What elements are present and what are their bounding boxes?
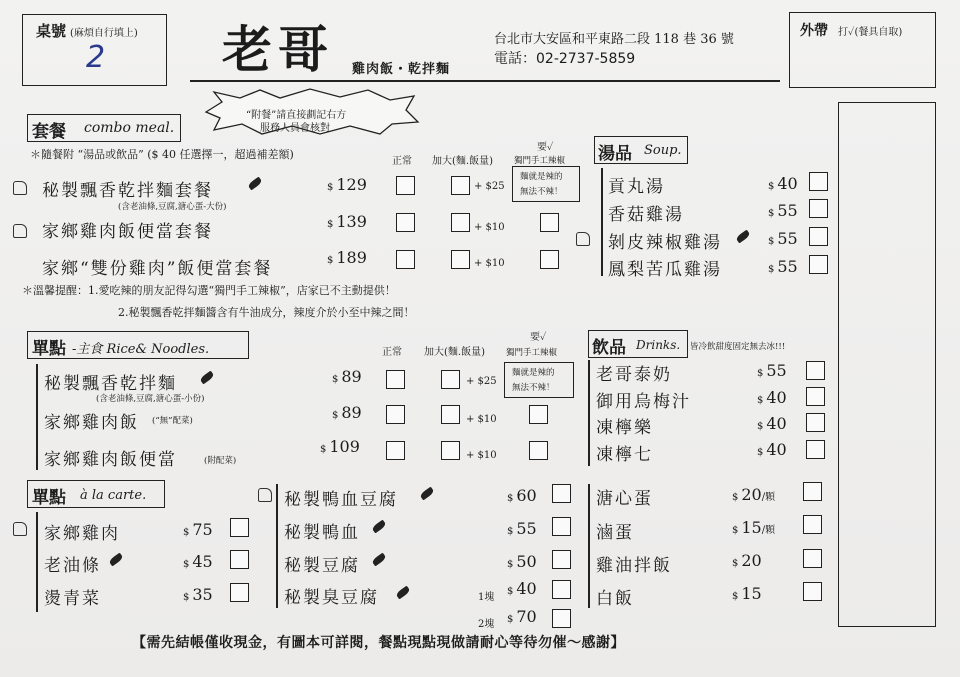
single-title: 單點: [32, 339, 66, 359]
drink-item-checkbox[interactable]: [806, 387, 825, 406]
soup-item-price: $ 55: [768, 201, 798, 220]
combo-item-extra: + $10: [474, 222, 505, 233]
combo-reminder-2: 2.秘製飄香乾拌麵醬含有牛油成分，辣度介於小至中辣之間！: [118, 306, 415, 319]
combo-item-regular-checkbox[interactable]: [396, 176, 415, 195]
thumbs-up-icon: [13, 181, 27, 195]
alacarte-item-price: $ 75: [183, 520, 213, 539]
alacarte-item-checkbox[interactable]: [803, 515, 822, 534]
table-number-value: 2: [86, 40, 106, 75]
combo-note-1: “附餐”請直接劃記右方: [246, 110, 347, 121]
single-item-name: 秘製飄香乾拌麵: [44, 374, 177, 394]
drink-item-price: $ 55: [757, 361, 787, 380]
alacarte-item-price: $ 45: [183, 552, 213, 571]
alacarte-item-price: $ 15: [732, 584, 762, 603]
alacarte-item-name: 溏心蛋: [596, 489, 653, 509]
single-item-regular-checkbox[interactable]: [386, 441, 405, 460]
thumbs-up-icon: [13, 224, 27, 238]
alacarte-item-name: 秘製豆腐: [284, 556, 360, 576]
single-col-chili-head: 要✓: [530, 332, 547, 343]
alacarte-item-checkbox[interactable]: [552, 550, 571, 569]
brand-subtitle: 雞肉飯・乾拌麵: [352, 62, 451, 77]
single-item-large-checkbox[interactable]: [441, 441, 460, 460]
single-item-price: $ 89: [332, 367, 362, 386]
soup-item-name: 貢丸湯: [608, 177, 665, 197]
alacarte-item-name: 白飯: [596, 589, 634, 609]
drink-item-price: $ 40: [757, 440, 787, 459]
soup-item-price: $ 55: [768, 257, 798, 276]
alacarte-item-checkbox[interactable]: [230, 550, 249, 569]
alacarte-item-price: $ 20/顆: [732, 485, 776, 504]
single-item-extra: + $10: [466, 450, 497, 461]
single-col-large: 加大(麵.飯量): [424, 347, 485, 358]
combo-title: 套餐: [32, 122, 66, 142]
single-chili-warn-2: 無法不辣！: [512, 383, 555, 393]
combo-item-price: $ 129: [327, 175, 367, 194]
footer-notice: 【需先結帳僅收現金，有圖本可詳閱，餐點現點現做請耐心等待勿催～感謝】: [132, 635, 625, 651]
combo-item-large-checkbox[interactable]: [451, 250, 470, 269]
combo-title-en: combo meal.: [84, 120, 175, 136]
single-item-large-checkbox[interactable]: [441, 405, 460, 424]
combo-item-extra: + $25: [474, 181, 505, 192]
single-item-price: $ 89: [332, 403, 362, 422]
alacarte-divider-1: [36, 512, 38, 612]
alacarte-item-checkbox[interactable]: [230, 518, 249, 537]
combo-item-name: 家鄉“雙份雞肉”飯便當套餐: [42, 259, 273, 279]
combo-item-sub: (含老油條,豆腐,溏心蛋-大份): [118, 202, 227, 212]
single-item-name: 家鄉雞肉飯: [44, 413, 139, 433]
alacarte-item-name: 老油條: [44, 556, 101, 576]
combo-item-name: 秘製飄香乾拌麵套餐: [42, 181, 213, 201]
drink-item-name: 凍檸樂: [596, 418, 653, 438]
alacarte-item-name: 秘製臭豆腐: [284, 588, 379, 608]
single-item-regular-checkbox[interactable]: [386, 370, 405, 389]
combo-item-large-checkbox[interactable]: [451, 176, 470, 195]
alacarte-item-checkbox[interactable]: [552, 517, 571, 536]
alacarte-item-qty: 2塊: [478, 619, 495, 630]
brand-title: 老哥: [222, 20, 334, 79]
soup-item-name: 香菇雞湯: [608, 205, 684, 225]
single-item-price: $ 109: [320, 437, 360, 456]
soup-item-checkbox[interactable]: [809, 227, 828, 246]
soup-item-checkbox[interactable]: [809, 172, 828, 191]
combo-chili-warn-1: 麵就是辣的: [520, 172, 563, 182]
combo-item-regular-checkbox[interactable]: [396, 250, 415, 269]
drink-item-checkbox[interactable]: [806, 413, 825, 432]
alacarte-title-en: à la carte.: [80, 488, 147, 503]
drink-item-price: $ 40: [757, 388, 787, 407]
single-item-extra: + $25: [466, 376, 497, 387]
soup-divider: [601, 168, 603, 276]
single-divider: [36, 364, 38, 470]
alacarte-divider-3: [588, 484, 590, 608]
soup-item-price: $ 40: [768, 174, 798, 193]
table-label: 桌號: [36, 22, 67, 40]
drink-item-checkbox[interactable]: [806, 440, 825, 459]
order-notes-box[interactable]: [838, 102, 936, 627]
alacarte-item-checkbox[interactable]: [803, 549, 822, 568]
drink-item-name: 凍檸七: [596, 445, 653, 465]
single-item-large-checkbox[interactable]: [441, 370, 460, 389]
soup-title-en: Soup.: [644, 143, 682, 158]
drink-item-price: $ 40: [757, 414, 787, 433]
alacarte-item-price: $ 70: [507, 607, 537, 626]
drinks-note: 皆冷飲甜度固定無去冰!!!: [690, 342, 786, 352]
combo-item-chili-checkbox[interactable]: [540, 250, 559, 269]
alacarte-item-checkbox[interactable]: [552, 609, 571, 628]
alacarte-item-name: 家鄉雞肉: [44, 524, 120, 544]
drinks-title-en: Drinks.: [636, 338, 681, 352]
alacarte-item-checkbox[interactable]: [552, 484, 571, 503]
soup-item-price: $ 55: [768, 229, 798, 248]
thumbs-up-icon: [13, 522, 27, 536]
phone: 電話：02-2737-5859: [494, 51, 636, 67]
header-rule: [190, 80, 780, 82]
alacarte-item-qty: 1塊: [478, 592, 495, 603]
alacarte-item-name: 秘製鴨血豆腐: [284, 490, 398, 510]
combo-item-price: $ 189: [327, 248, 367, 267]
alacarte-item-name: 滷蛋: [596, 523, 634, 543]
takeout-label: 外帶: [800, 23, 828, 39]
single-item-sub: (附配菜): [204, 456, 237, 466]
alacarte-item-price: $ 15/顆: [732, 518, 776, 537]
combo-item-name: 家鄉雞肉飯便當套餐: [42, 222, 213, 242]
alacarte-item-checkbox[interactable]: [230, 583, 249, 602]
soup-item-checkbox[interactable]: [809, 255, 828, 274]
drink-item-checkbox[interactable]: [806, 361, 825, 380]
soup-title: 湯品: [598, 144, 632, 164]
combo-item-extra: + $10: [474, 258, 505, 269]
drink-item-name: 御用烏梅汁: [596, 392, 691, 412]
combo-subnote: ＊隨餐附 “湯品或飲品” ($ 40 任選擇一，超過補差額): [30, 148, 294, 161]
soup-item-checkbox[interactable]: [809, 199, 828, 218]
alacarte-item-checkbox[interactable]: [803, 582, 822, 601]
single-chili-warn-1: 麵就是辣的: [512, 368, 555, 378]
alacarte-item-price: $ 60: [507, 486, 537, 505]
single-title-en: -主食 Rice& Noodles.: [72, 342, 210, 357]
alacarte-item-price: $ 35: [183, 585, 213, 604]
thumbs-up-icon: [258, 488, 272, 502]
single-col-regular: 正常: [382, 347, 402, 358]
single-col-chili: 獨門手工辣椒: [506, 348, 558, 358]
single-item-extra: + $10: [466, 414, 497, 425]
soup-item-name: 鳳梨苦瓜雞湯: [608, 260, 722, 280]
alacarte-item-name: 燙青菜: [44, 589, 101, 609]
combo-col-chili-head: 要✓: [537, 142, 554, 153]
alacarte-title: 單點: [32, 488, 66, 508]
alacarte-item-price: $ 40: [507, 579, 537, 598]
combo-item-large-checkbox[interactable]: [451, 213, 470, 232]
alacarte-item-name: 秘製鴨血: [284, 523, 360, 543]
combo-item-chili-checkbox[interactable]: [540, 213, 559, 232]
combo-chili-warn-2: 無法不辣！: [520, 187, 563, 197]
alacarte-item-price: $ 50: [507, 552, 537, 571]
single-item-name: 家鄉雞肉飯便當: [44, 450, 177, 470]
combo-item-price: $ 139: [327, 212, 367, 231]
combo-col-regular: 正常: [392, 156, 412, 167]
drinks-divider: [588, 360, 590, 466]
alacarte-item-name: 雞油拌飯: [596, 556, 672, 576]
combo-col-large: 加大(麵.飯量): [432, 156, 493, 167]
drink-item-name: 老哥泰奶: [596, 365, 672, 385]
alacarte-item-price: $ 20: [732, 551, 762, 570]
alacarte-item-price: $ 55: [507, 519, 537, 538]
combo-note-2: 服務人員會核對: [260, 123, 330, 134]
address: 台北市大安區和平東路二段 118 巷 36 號: [494, 32, 734, 47]
single-item-sub: (“無”配菜): [152, 416, 193, 426]
soup-item-name: 剝皮辣椒雞湯: [608, 233, 722, 253]
combo-reminder-1: ＊溫馨提醒：1.愛吃辣的朋友記得勾選“獨門手工辣椒”，店家已不主動提供！: [22, 284, 396, 297]
single-item-chili-checkbox[interactable]: [529, 405, 548, 424]
combo-item-regular-checkbox[interactable]: [396, 213, 415, 232]
single-item-regular-checkbox[interactable]: [386, 405, 405, 424]
alacarte-divider-2: [276, 484, 278, 608]
single-item-sub: (含老油條,豆腐,溏心蛋-小份): [96, 394, 205, 404]
single-item-chili-checkbox[interactable]: [529, 441, 548, 460]
table-hint: (麻煩自行填上): [70, 28, 138, 39]
combo-col-chili: 獨門手工辣椒: [514, 156, 566, 166]
alacarte-item-checkbox[interactable]: [552, 580, 571, 599]
alacarte-item-checkbox[interactable]: [803, 482, 822, 501]
drinks-title: 飲品: [592, 338, 626, 358]
thumbs-up-icon: [576, 232, 590, 246]
takeout-hint: 打✓(餐具自取): [838, 27, 903, 38]
